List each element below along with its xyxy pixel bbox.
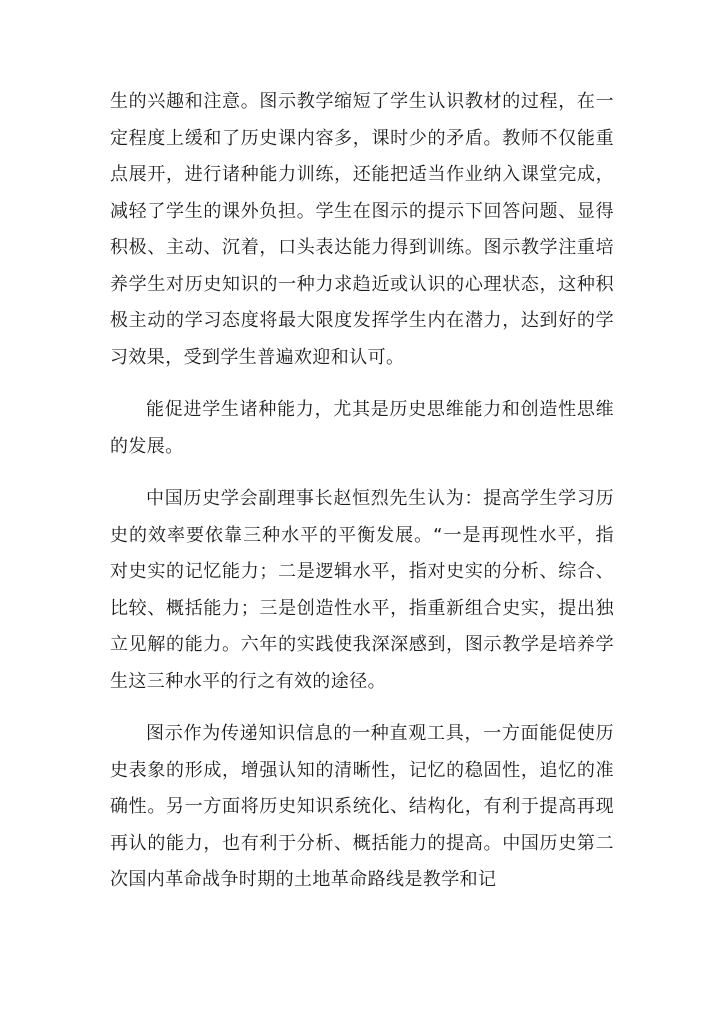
paragraph-continuation: 生的兴趣和注意。图示教学缩短了学生认识教材的过程，在一定程度上缓和了历史课内容多，课时少的矛盾。教师不仅能重点展开，进行诸种能力训练，还能把适当作业纳入课堂完成，减轻了学生的课外负担。学生在图示的提示下回答问题、显得积极、主动、沉着，口头表达能力得到训练。图示教学注重培养学生对历史知识的一种力求趋近或认识的心理状态，这种积极主动的学习态度将最大限度发挥学生内在潜力，达到好的学习效果，受到学生普遍欢迎和认可。: [110, 91, 614, 368]
paragraph-diagram-tool: 图示作为传递知识信息的一种直观工具，一方面能促使历史表象的形成，增强认知的清晰性，记忆的稳固性，追忆的准确性。另一方面将历史知识系统化、结构化，有利于提高再现再认的能力，也有利于分析、概括能力的提高。中国历史第二次国内革命战争时期的土地革命路线是教学和记: [110, 723, 614, 890]
paragraph-abilities: 能促进学生诸种能力，尤其是历史思维能力和创造性思维的发展。: [110, 399, 614, 457]
document-body: [110, 84, 614, 915]
paragraph-zhao-quote: 中国历史学会副理事长赵恒烈先生认为：提高学生学习历史的效率要依靠三种水平的平衡发展。“一是再现性水平，指对史实的记忆能力；二是逻辑水平，指对史实的分析、综合、比较、概括能力；三是创造性水平，指重新组合史实，提出独立见解的能力。六年的实践使我深深感到，图示教学是培养学生这三种水平的行之有效的途径。: [110, 488, 614, 692]
